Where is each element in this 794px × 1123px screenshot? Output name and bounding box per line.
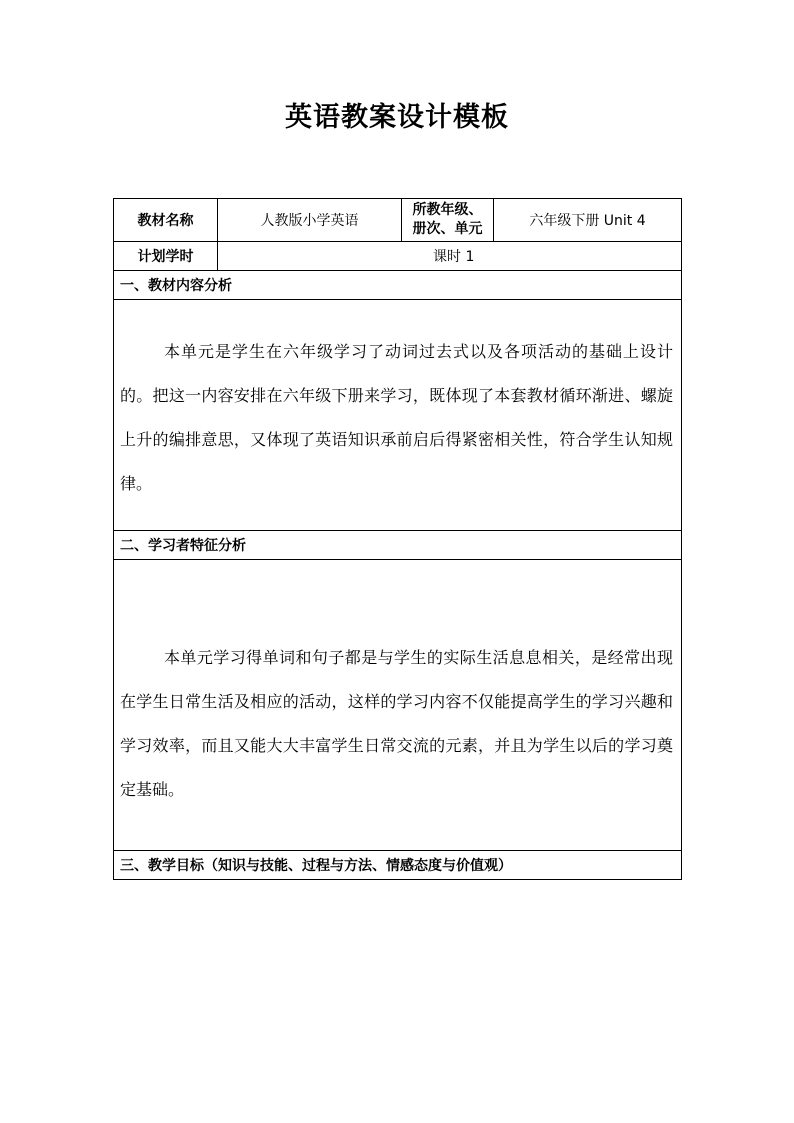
grade-value: 六年级下册 Unit 4 [494,199,682,242]
textbook-label: 教材名称 [114,199,218,242]
table-row-section-heading [114,851,682,880]
section-heading-learner-analysis: 二、学习者特征分析 [114,531,682,560]
lesson-plan-table [113,198,682,880]
section-paragraph: 本单元学习得单词和句子都是与学生的实际生活息息相关，是经常出现在学生日常生活及相应的活动，这样的学习内容不仅能提高学生的学习兴趣和学习效率，而且又能大大丰富学生日常交流的元素，并且为学生以后的学习奠定基础。 [120,648,673,799]
grade-label-line1: 所教年级、 [412,202,483,218]
section-heading-teaching-goals: 三、教学目标（知识与技能、过程与方法、情感态度与价值观） [114,851,682,880]
table-row-section-heading [114,271,682,300]
page-title: 英语教案设计模板 [285,102,509,133]
section-body-learner-analysis [114,560,682,851]
table-row-section-body [114,560,682,851]
textbook-value: 人教版小学英语 [218,199,402,242]
table-row-hours [114,242,682,271]
hours-label: 计划学时 [114,242,218,271]
section-heading-content-analysis: 一、教材内容分析 [114,271,682,300]
table-row-textbook [114,199,682,242]
section-body-content-analysis [114,300,682,531]
table-row-section-heading [114,531,682,560]
grade-label [402,199,494,242]
grade-label-line2: 册次、单元 [412,221,483,237]
section-paragraph: 本单元是学生在六年级学习了动词过去式以及各项活动的基础上设计的。把这一内容安排在六年级下册来学习，既体现了本套教材循环渐进、螺旋上升的编排意思，又体现了英语知识承前启后得紧密相关性，符合学生认知规律。 [120,342,673,493]
hours-value: 课时 1 [218,242,682,271]
table-row-section-body [114,300,682,531]
